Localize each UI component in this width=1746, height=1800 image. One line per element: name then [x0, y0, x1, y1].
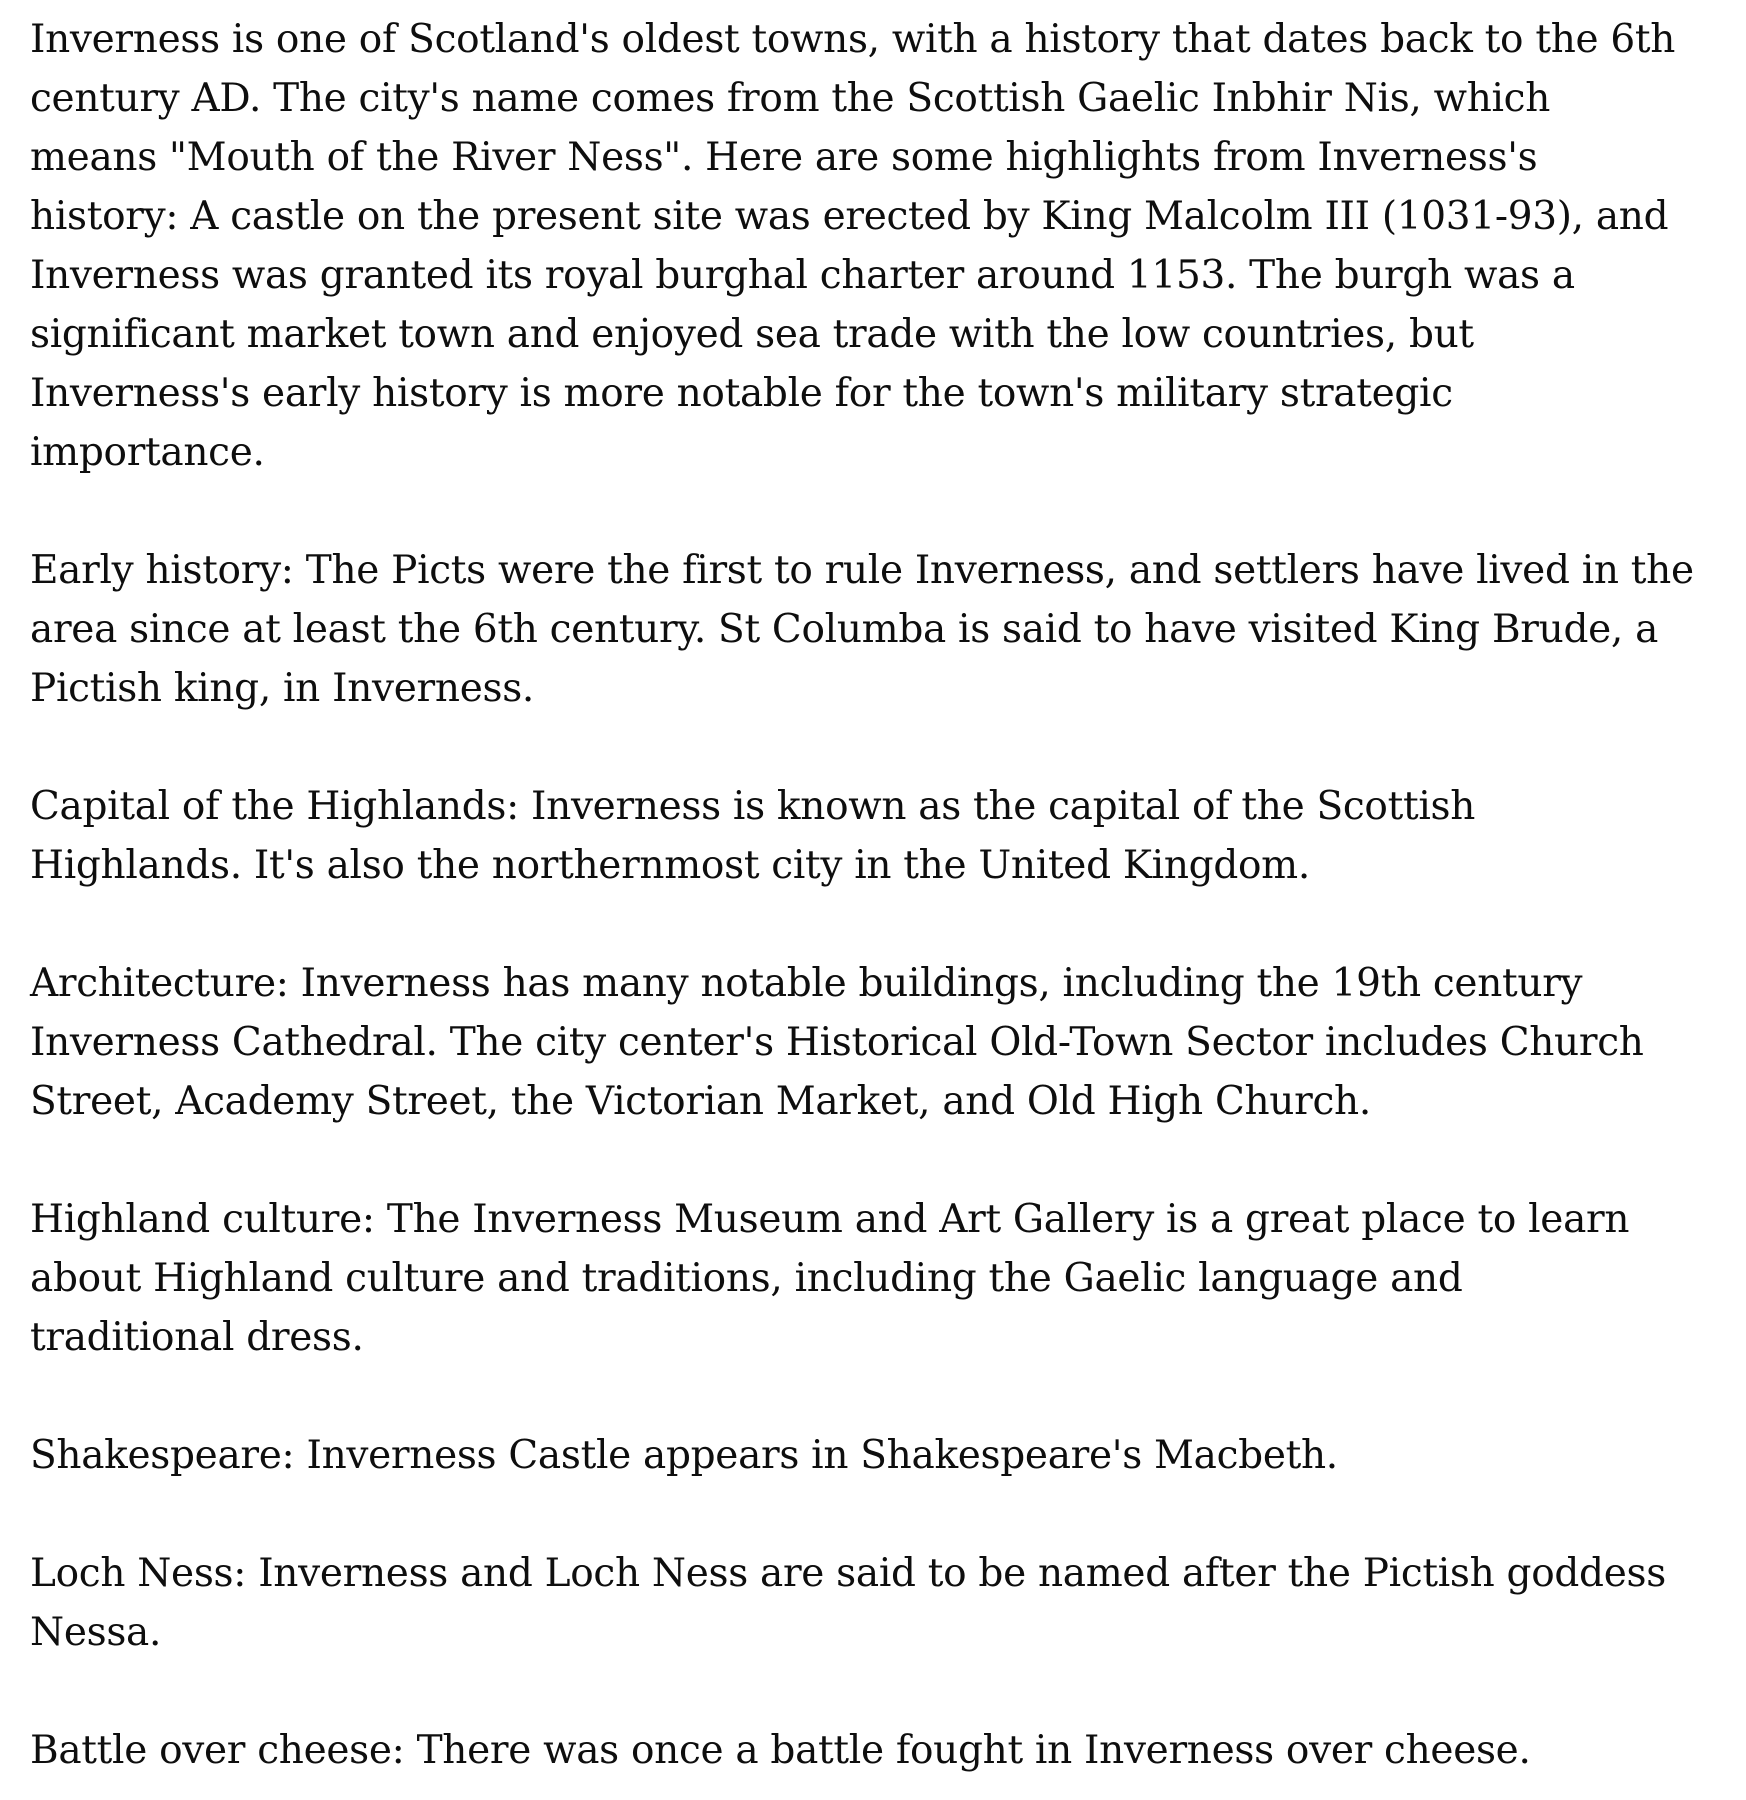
- paragraph-capital: [30, 777, 1730, 895]
- text-line: Highland culture: The Inverness Museum and Art Gallery is a great place to learn: [30, 1197, 1630, 1242]
- paragraph-architecture: [30, 954, 1730, 1131]
- text-line: Highlands. It's also the northernmost city in the United Kingdom.: [30, 843, 1310, 888]
- paragraph-battle-over-cheese: [30, 1721, 1730, 1780]
- paragraph-loch-ness: [30, 1544, 1730, 1662]
- text-line: Inverness is one of Scotland's oldest towns, with a history that dates back to the 6th: [30, 17, 1676, 62]
- text-line: history: A castle on the present site was erected by King Malcolm III (1031-93), and: [30, 194, 1669, 239]
- text-line: Nessa.: [30, 1610, 162, 1655]
- text-line: traditional dress.: [30, 1315, 364, 1360]
- paragraph-early-history: [30, 541, 1730, 718]
- paragraph-intro: [30, 10, 1730, 482]
- text-line: Architecture: Inverness has many notable buildings, including the 19th century: [30, 961, 1583, 1006]
- paragraph-highland-culture: [30, 1190, 1730, 1367]
- text-line: Early history: The Picts were the first to rule Inverness, and settlers have lived in the: [30, 548, 1694, 593]
- text-line: Pictish king, in Inverness.: [30, 666, 535, 711]
- text-line: Street, Academy Street, the Victorian Market, and Old High Church.: [30, 1079, 1371, 1124]
- text-line: Capital of the Highlands: Inverness is known as the capital of the Scottish: [30, 784, 1476, 829]
- text-line: century AD. The city's name comes from the Scottish Gaelic Inbhir Nis, which: [30, 76, 1551, 121]
- text-line: Loch Ness: Inverness and Loch Ness are said to be named after the Pictish goddess: [30, 1551, 1666, 1596]
- text-line: Battle over cheese: There was once a battle fought in Inverness over cheese.: [30, 1728, 1531, 1773]
- text-line: about Highland culture and traditions, including the Gaelic language and: [30, 1256, 1463, 1301]
- document-body: [30, 10, 1730, 1780]
- text-line: area since at least the 6th century. St Columba is said to have visited King Brude, a: [30, 607, 1659, 652]
- text-line: Inverness Cathedral. The city center's Historical Old-Town Sector includes Church: [30, 1020, 1644, 1065]
- text-line: significant market town and enjoyed sea trade with the low countries, but: [30, 312, 1474, 357]
- text-line: importance.: [30, 430, 265, 475]
- text-line: Inverness's early history is more notable for the town's military strategic: [30, 371, 1453, 416]
- text-line: Inverness was granted its royal burghal charter around 1153. The burgh was a: [30, 253, 1575, 298]
- text-line: means "Mouth of the River Ness". Here are some highlights from Inverness's: [30, 135, 1538, 180]
- paragraph-shakespeare: [30, 1426, 1730, 1485]
- text-line: Shakespeare: Inverness Castle appears in Shakespeare's Macbeth.: [30, 1433, 1338, 1478]
